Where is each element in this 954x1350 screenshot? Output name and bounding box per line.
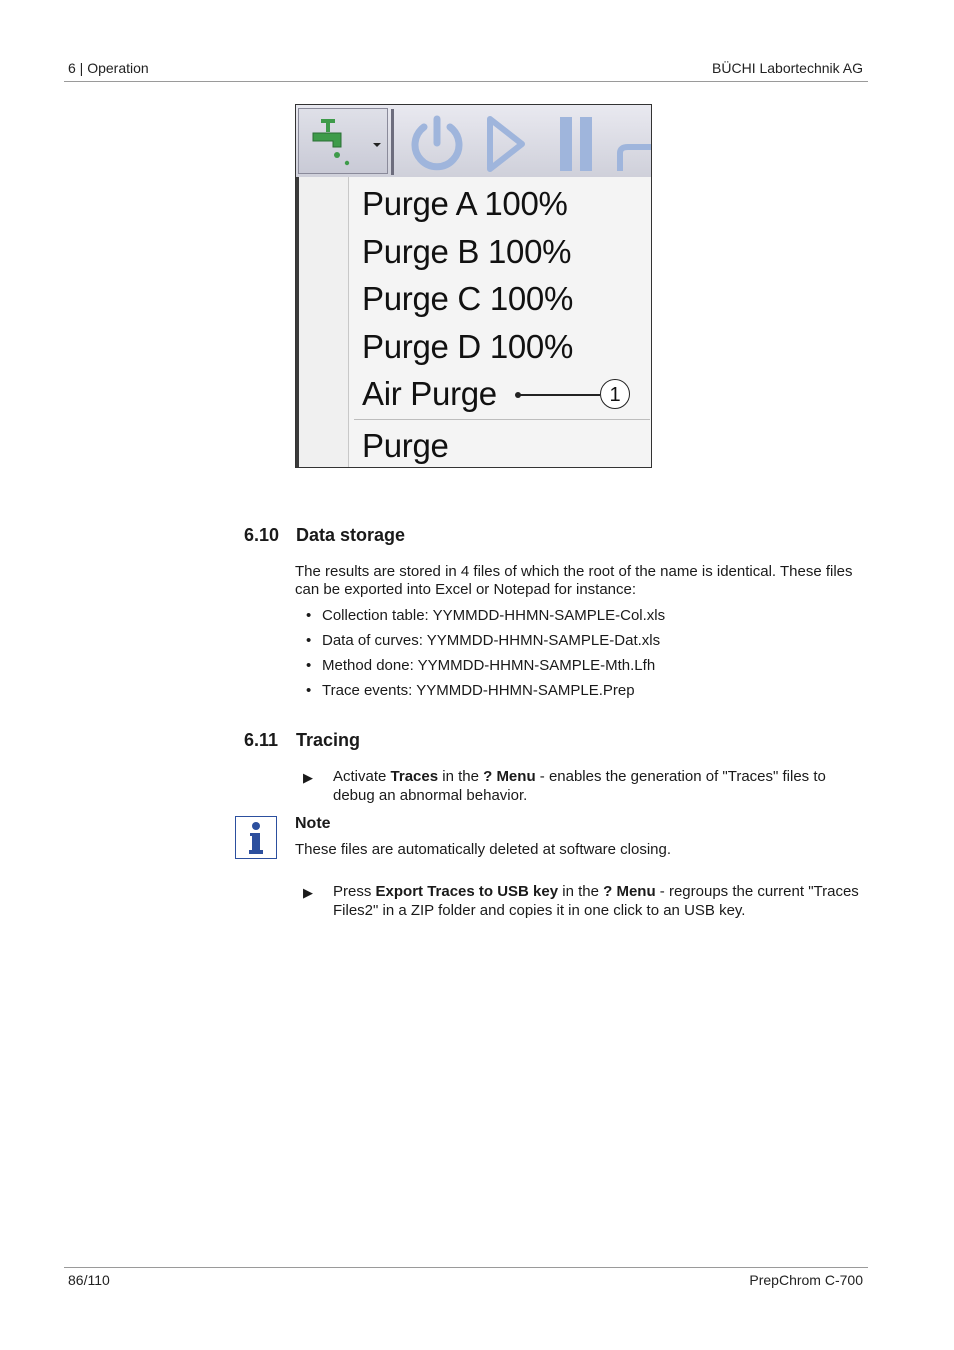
pause-icon[interactable]	[554, 115, 604, 173]
info-icon	[236, 817, 276, 858]
section-number: 6.10	[244, 525, 280, 545]
ui-term-traces: Traces	[390, 768, 439, 785]
purge-dropdown-menu	[296, 177, 651, 467]
header-chapter: 6 | Operation	[68, 60, 149, 76]
step-text-part: - regroups the current "Traces Files2" in a ZIP folder and copies it in one click to an USB key.	[333, 883, 859, 919]
menu-divider	[354, 419, 650, 420]
bullet-item: Data of curves: YYMMDD-HHMN-SAMPLE-Dat.xls	[322, 632, 661, 649]
ui-term-menu: ? Menu	[603, 883, 656, 900]
step-text-part: Press	[333, 883, 376, 900]
bullet-item: Collection table: YYMMDD-HHMN-SAMPLE-Col.xls	[322, 607, 666, 624]
note-title: Note	[295, 815, 331, 832]
section-title: Data storage	[296, 525, 406, 545]
ui-term-menu: ? Menu	[483, 768, 536, 785]
data-storage-intro: The results are stored in 4 files of which the root of the name is identical. These files can be exported into Excel or Notepad for instance:	[295, 563, 853, 598]
tracing-step-export	[333, 882, 868, 920]
step-arrow-icon: ▶	[303, 885, 313, 900]
menu-item-purge-a[interactable]: Purge A 100%	[362, 185, 568, 222]
header-company: BÜCHI Labortechnik AG	[712, 60, 863, 76]
power-icon[interactable]	[404, 113, 470, 173]
callout-number: 1	[600, 379, 630, 409]
toolbar	[296, 105, 651, 177]
note-text: These files are automatically deleted at software closing.	[295, 841, 672, 858]
step-text-part: Activate	[333, 768, 391, 785]
bullet-item: Method done: YYMMDD-HHMN-SAMPLE-Mth.Lfh	[322, 657, 656, 674]
ui-term-export-traces: Export Traces to USB key	[375, 883, 559, 900]
menu-left-edge	[296, 177, 299, 467]
tracing-step-activate	[333, 767, 868, 805]
section-heading-tracing	[244, 730, 360, 751]
play-icon[interactable]	[484, 115, 528, 173]
purge-button[interactable]	[298, 108, 388, 174]
menu-icon-gutter	[296, 177, 349, 467]
bullet-item: Trace events: YYMMDD-HHMN-SAMPLE.Prep	[322, 682, 635, 699]
step-text-part: in the	[438, 768, 484, 785]
section-title: Tracing	[296, 730, 361, 750]
menu-item-purge[interactable]: Purge	[362, 427, 449, 464]
toolbar-partial-icon	[616, 125, 651, 175]
section-number: 6.11	[244, 730, 279, 750]
step-arrow-icon: ▶	[303, 770, 313, 785]
header-rule	[64, 81, 868, 82]
menu-item-purge-b[interactable]: Purge B 100%	[362, 233, 572, 270]
page-number: 86/110	[68, 1272, 110, 1288]
bullet-marker: •	[306, 657, 312, 674]
menu-item-purge-c[interactable]: Purge C 100%	[362, 280, 574, 317]
callout-line	[518, 394, 600, 396]
bullet-marker: •	[306, 632, 312, 649]
info-note-box	[235, 816, 277, 859]
menu-item-purge-d[interactable]: Purge D 100%	[362, 328, 574, 365]
bullet-marker: •	[306, 682, 312, 699]
dropdown-arrow-icon	[371, 141, 383, 149]
footer-rule	[64, 1267, 868, 1268]
menu-item-air-purge[interactable]: Air Purge	[362, 375, 497, 412]
product-name: PrepChrom C-700	[749, 1272, 863, 1288]
section-heading-data-storage	[244, 525, 405, 546]
bullet-marker: •	[306, 607, 312, 624]
purge-menu-screenshot	[295, 104, 652, 468]
step-text-part: - enables the generation of "Traces" files to debug an abnormal behavior.	[333, 768, 826, 804]
step-text-part: in the	[558, 883, 604, 900]
toolbar-separator	[391, 109, 394, 175]
